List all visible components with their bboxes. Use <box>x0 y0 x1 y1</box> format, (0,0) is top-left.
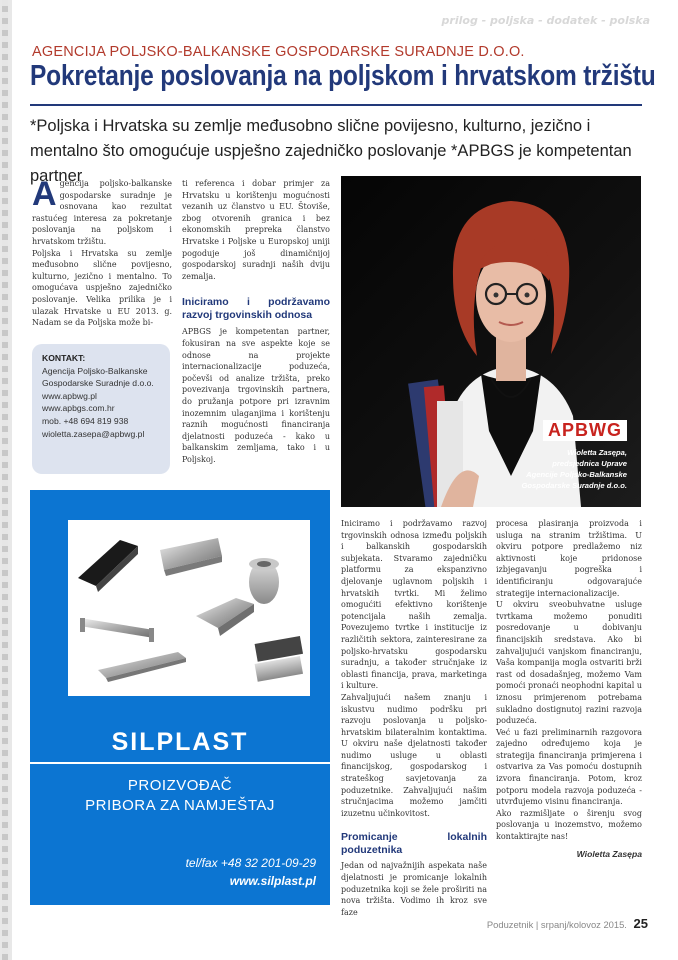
contact-company: Agencija Poljsko-Balkanske <box>42 365 148 376</box>
paragraph: Ako razmišljate o širenju svog poslovanja u inozemstvo, možemo kontaktirajte nas! <box>496 808 642 842</box>
ad-website-link[interactable]: www.silplast.pl <box>229 874 316 888</box>
article-title: Pokretanje poslovanja na poljskom i hrvatskom tržištu <box>30 60 656 92</box>
apbwg-logo: APBWG <box>543 420 627 441</box>
paragraph: gencija poljsko-balkanske gospodarske suradnje je osnovana kao rezultat rastućeg interesa za pokretanje poslovanja na poljskom i hrvatskom tržištu. <box>32 179 172 246</box>
silplast-advertisement <box>30 490 330 905</box>
paragraph: Već u fazi preliminarnih razgovora zajedno određujemo koja je strategija financiranja primjerena i ostvariva za Vas pomoću dostupnih izvora financiranja. Potom, kroz potporu modela razvoja poduzeća - utvrđujemo visinu financiranja. <box>496 727 642 807</box>
photo-caption <box>522 447 628 491</box>
column-2 <box>182 178 330 465</box>
agency-kicker: AGENCIJA POLJSKO-BALKANSKE GOSPODARSKE SURADNJE D.O.O. <box>32 44 525 60</box>
contact-heading: KONTAKT: <box>42 353 86 363</box>
ad-divider <box>30 762 330 764</box>
page-footer <box>487 916 648 931</box>
supplement-label: prilog - poljska - dodatek - polska <box>441 14 650 27</box>
author-signature: Wioletta Zasępa <box>576 848 642 859</box>
paragraph: procesa plasiranja proizvoda i usluga na stranim tržištima. U okviru potpore predlažemo niz aktivnosti koje pridonose izbjegavanju pogreška i identificiranju odgovarajuće strategije internacionalizacije. <box>496 519 642 598</box>
contact-phone: mob. +48 694 819 938 <box>42 415 129 426</box>
paragraph: U okviru sveobuhvatne usluge tvrtkama možemo ponuditi posredovanje u dobivanju financijskih sredstava. Ako bi zahvaljujući vanjskom financiranju, Vaša kompanija mogla ostvariti brži rast od dosadašnjeg, možemo Vam pomoći pronaći neophodni kapital u iznosu primjerenom potrebama sukladno dostignutoj razini razvoja poduzeća. <box>496 600 642 726</box>
subheading: Promicanje lokalnih poduzetnika <box>341 831 487 857</box>
paragraph: Jedan od najvažnijih aspekata naše djelatnosti je promicanje lokalnih poduzetnika koji se žele proširiti na nova tržišta. Vodimo ih kroz sve faze <box>341 861 487 917</box>
contact-email-link[interactable]: wioletta.zasepa@apbwg.pl <box>42 428 145 439</box>
caption-line: Agencije Poljsko-Balkanske <box>526 470 627 479</box>
paragraph: Zahvaljujući našem znanju i iskustvu nudimo podršku pri razvoju poslovanja u poljsko-hrvatskim bilateralnim kontaktima. U okviru naše djelatnosti također nudimo usluge u oblasti financijskog, gospodarskog i strateškog savjetovanja za poduzetnike. Zahvaljujući našim stručnjacima možemo jamčiti izuzetnu učinkovitost. <box>341 692 487 818</box>
ad-phone: tel/fax +48 32 201-09-29 <box>185 856 316 870</box>
caption-line: Wioletta Zasępa, <box>567 448 627 457</box>
ad-tagline: PROIZVOĐAČ <box>127 777 233 794</box>
title-rule <box>30 104 642 106</box>
footer-magazine: Poduzetnik | srpanj/kolovoz 2015. <box>486 919 627 930</box>
drop-cap: A <box>32 175 57 213</box>
portrait-photo <box>341 176 641 507</box>
ad-tagline: PRIBORA ZA NAMJEŠTAJ <box>85 797 275 814</box>
furniture-hardware-images <box>68 520 310 696</box>
page-number: 25 <box>633 916 648 931</box>
article-lead: *Poljska i Hrvatska su zemlje međusobno slične povijesno, kulturno, jezično i mentalno što omogućuje uspješno zajedničko poslovanje *APBGS je kompetentan partner <box>30 117 632 185</box>
silplast-brand: SILPLAST <box>111 728 249 756</box>
contact-website-link[interactable]: www.apbgs.com.hr <box>42 403 115 414</box>
caption-line: predsjednica Uprave <box>552 459 627 468</box>
caption-line: Gospodarske Suradnje d.o.o. <box>521 481 627 490</box>
column-1 <box>32 175 172 329</box>
paragraph: ti referenca i dobar primjer za Hrvatsku u korištenju mogućnosti vezanih uz članstvo u EU. Štoviše, zbog otvorenih granica i bez ekonomskih prepreka članstvo Hrvatske i Poljske u Europskoj uniji pogoduje još dinamičnijoj gospodarskoj suradnji naših dviju zemalja. <box>182 179 330 281</box>
paragraph: Iniciramo i podržavamo razvoj trgovinskih odnosa između poljskih i balkanskih gospodarskih subjekata. Stvaramo zajedničku platformu za ekspanzivno djelovanje uglavnom poljskih i hrvatskih tvrtki. Mi želimo omogućiti efektivno korištenje potencijala naših zemalja. Povezujemo tvrtke i institucije iz različitih sektora, zainteresirane za poljsko-hrvatsku gospodarsku suradnju, a također stručnjake iz oblasti financija, prava, marketinga i kulture. <box>341 519 487 691</box>
contact-company: Gospodarske Suradnje d.o.o. <box>42 378 154 389</box>
binding-edge <box>0 0 12 960</box>
subheading: Iniciramo i podržavamo razvoj trgovinskih odnosa <box>182 296 330 322</box>
column-4 <box>496 518 642 860</box>
contact-website-link[interactable]: www.apbwg.pl <box>42 390 97 401</box>
contact-box <box>32 344 170 474</box>
column-3 <box>341 518 487 918</box>
paragraph: APBGS je kompetentan partner, fokusiran na sve aspekte koje se odnose na projekte internacionalizacije poduzeća, počevši od analize tržišta, preko povezivanja trgovinskih partnera, do pružanja potpore pri izravnim inozemnim ulaganjima i korištenju raznih mogućnosti financiranja djelatnosti poduzeća - kako u balkanskim zemljama, tako i u Poljskoj. <box>182 327 330 464</box>
paragraph: Poljska i Hrvatska su zemlje međusobno slične povijesno, kulturno, jezično i mentalno. To omogućava uspješno zajedničko poslovanje. Velika prilika je i ulazak Hrvatske u EU 2013. g. Nadam se da Poljska može bi- <box>32 248 172 328</box>
product-collage <box>68 520 310 696</box>
